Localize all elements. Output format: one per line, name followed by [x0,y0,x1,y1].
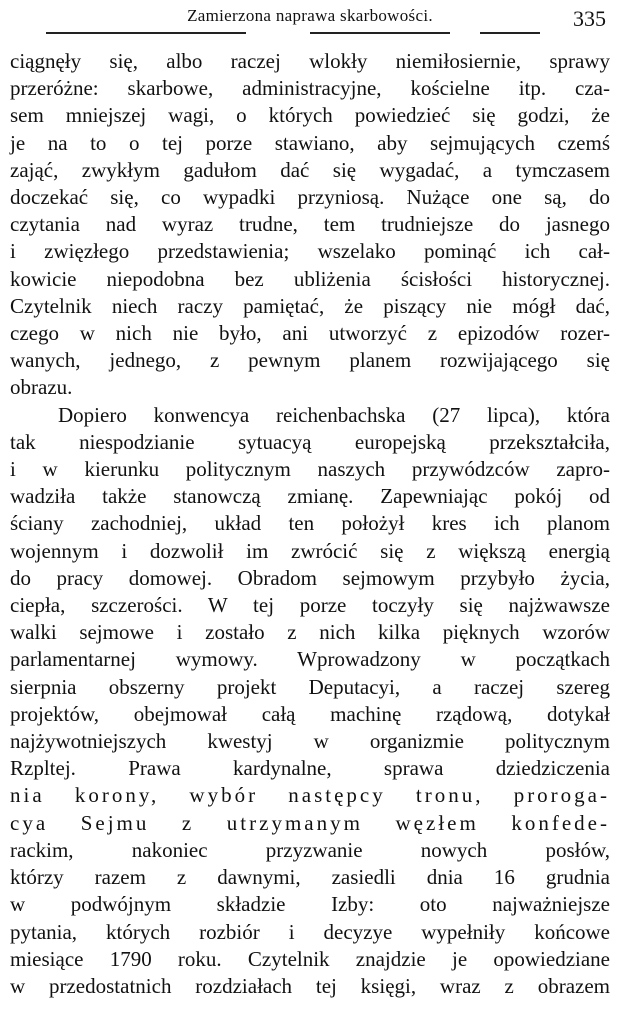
text-line: czego w nich nie było, ani utworzyć z epizodów rozer- [10,321,610,346]
text-line: parlamentarnej wymowy. Wprowadzony w początkach [10,647,610,672]
text-line: i zwięzłego przedstawienia; wszelako pominąć ich cał- [10,239,610,264]
text-line: Czytelnik niech raczy pamiętać, że piszący nie mógł dać, [10,293,610,318]
text-line: do pracy domowej. Obradom sejmowym przybyło życia, [10,565,610,590]
text-line: walki sejmowe i zostało z nich kilka pięknych wzorów [10,620,610,645]
text-line: najżywotniejszych kwestyj w organizmie politycznym [10,729,610,754]
text-line: tak niespodzianie sytuacyą europejską przekształciła, [10,429,610,454]
text-line: wadziła także stanowczą zmianę. Zapewniając pokój od [10,484,610,509]
text-line: miesiące 1790 roku. Czytelnik znajdzie je opowiedziane [10,946,610,971]
page-number: 335 [573,6,606,31]
text-line: sem mniejszej wagi, o których powiedzieć się godzi, że [10,103,610,128]
text-line: Dopiero konwencya reichenbachska (27 lipca), która [58,402,610,427]
text-line: nia korony, wybór następcy tronu, proroga- [10,783,610,808]
text-line: wojennym i dozwolił im zwrócić się z większą energią [10,538,610,563]
text-line: sierpnia obszerny projekt Deputacyi, a raczej szereg [10,674,610,699]
text-line: rackim, nakoniec przyzwanie nowych posłów, [10,837,610,862]
text-line: cya Sejmu z utrzymanym węzłem konfede- [10,810,610,835]
text-line: którzy razem z dawnymi, zasiedli dnia 16 grudnia [10,865,610,890]
text-line: zająć, zwykłym gadułom dać się wygadać, a tymczasem [10,157,610,182]
text-line: obrazu. [10,375,73,400]
text-line: ściany zachodniej, układ ten położył kres ich planom [10,511,610,536]
header-rule [480,32,540,34]
paragraph-1 [10,48,610,402]
text-line: w podwójnym składzie Izby: oto najważniejsze [10,892,610,917]
text-line: przeróżne: skarbowe, administracyjne, kościelne itp. cza- [10,76,610,101]
text-line: je na to o tej porze stawiano, aby sejmujących czemś [10,130,610,155]
body-text [10,48,610,1000]
running-head [10,4,610,48]
paragraph-2 [10,402,610,1000]
text-line: doczekać się, co wypadki przyniosą. Nużące one są, do [10,185,610,210]
text-line: pytania, których rozbiór i decyzye wypełniły końcowe [10,919,610,944]
text-line: w przedostatnich rozdziałach tej księgi, wraz z obrazem [10,973,610,998]
text-line: Rzpltej. Prawa kardynalne, sprawa dziedziczenia [10,756,610,781]
text-line: kowicie niepodobna bez ubliżenia ścisłości historycznej. [10,266,610,291]
header-rule [310,32,450,34]
text-line: wanych, jednego, z pewnym planem rozwijającego się [10,348,610,373]
header-rule [46,32,246,34]
text-line: projektów, obejmował całą machinę rządową, dotykał [10,701,610,726]
text-line: czytania nad wyraz trudne, tem trudniejsze do jasnego [10,212,610,237]
running-title: Zamierzona naprawa skarbowości. [187,6,433,25]
text-line: i w kierunku politycznym naszych przywódzców zapro- [10,457,610,482]
text-line: ciepła, szczerości. W tej porze toczyły się najżwawsze [10,593,610,618]
text-line: ciągnęły się, albo raczej wlokły niemiłosiernie, sprawy [10,49,610,73]
